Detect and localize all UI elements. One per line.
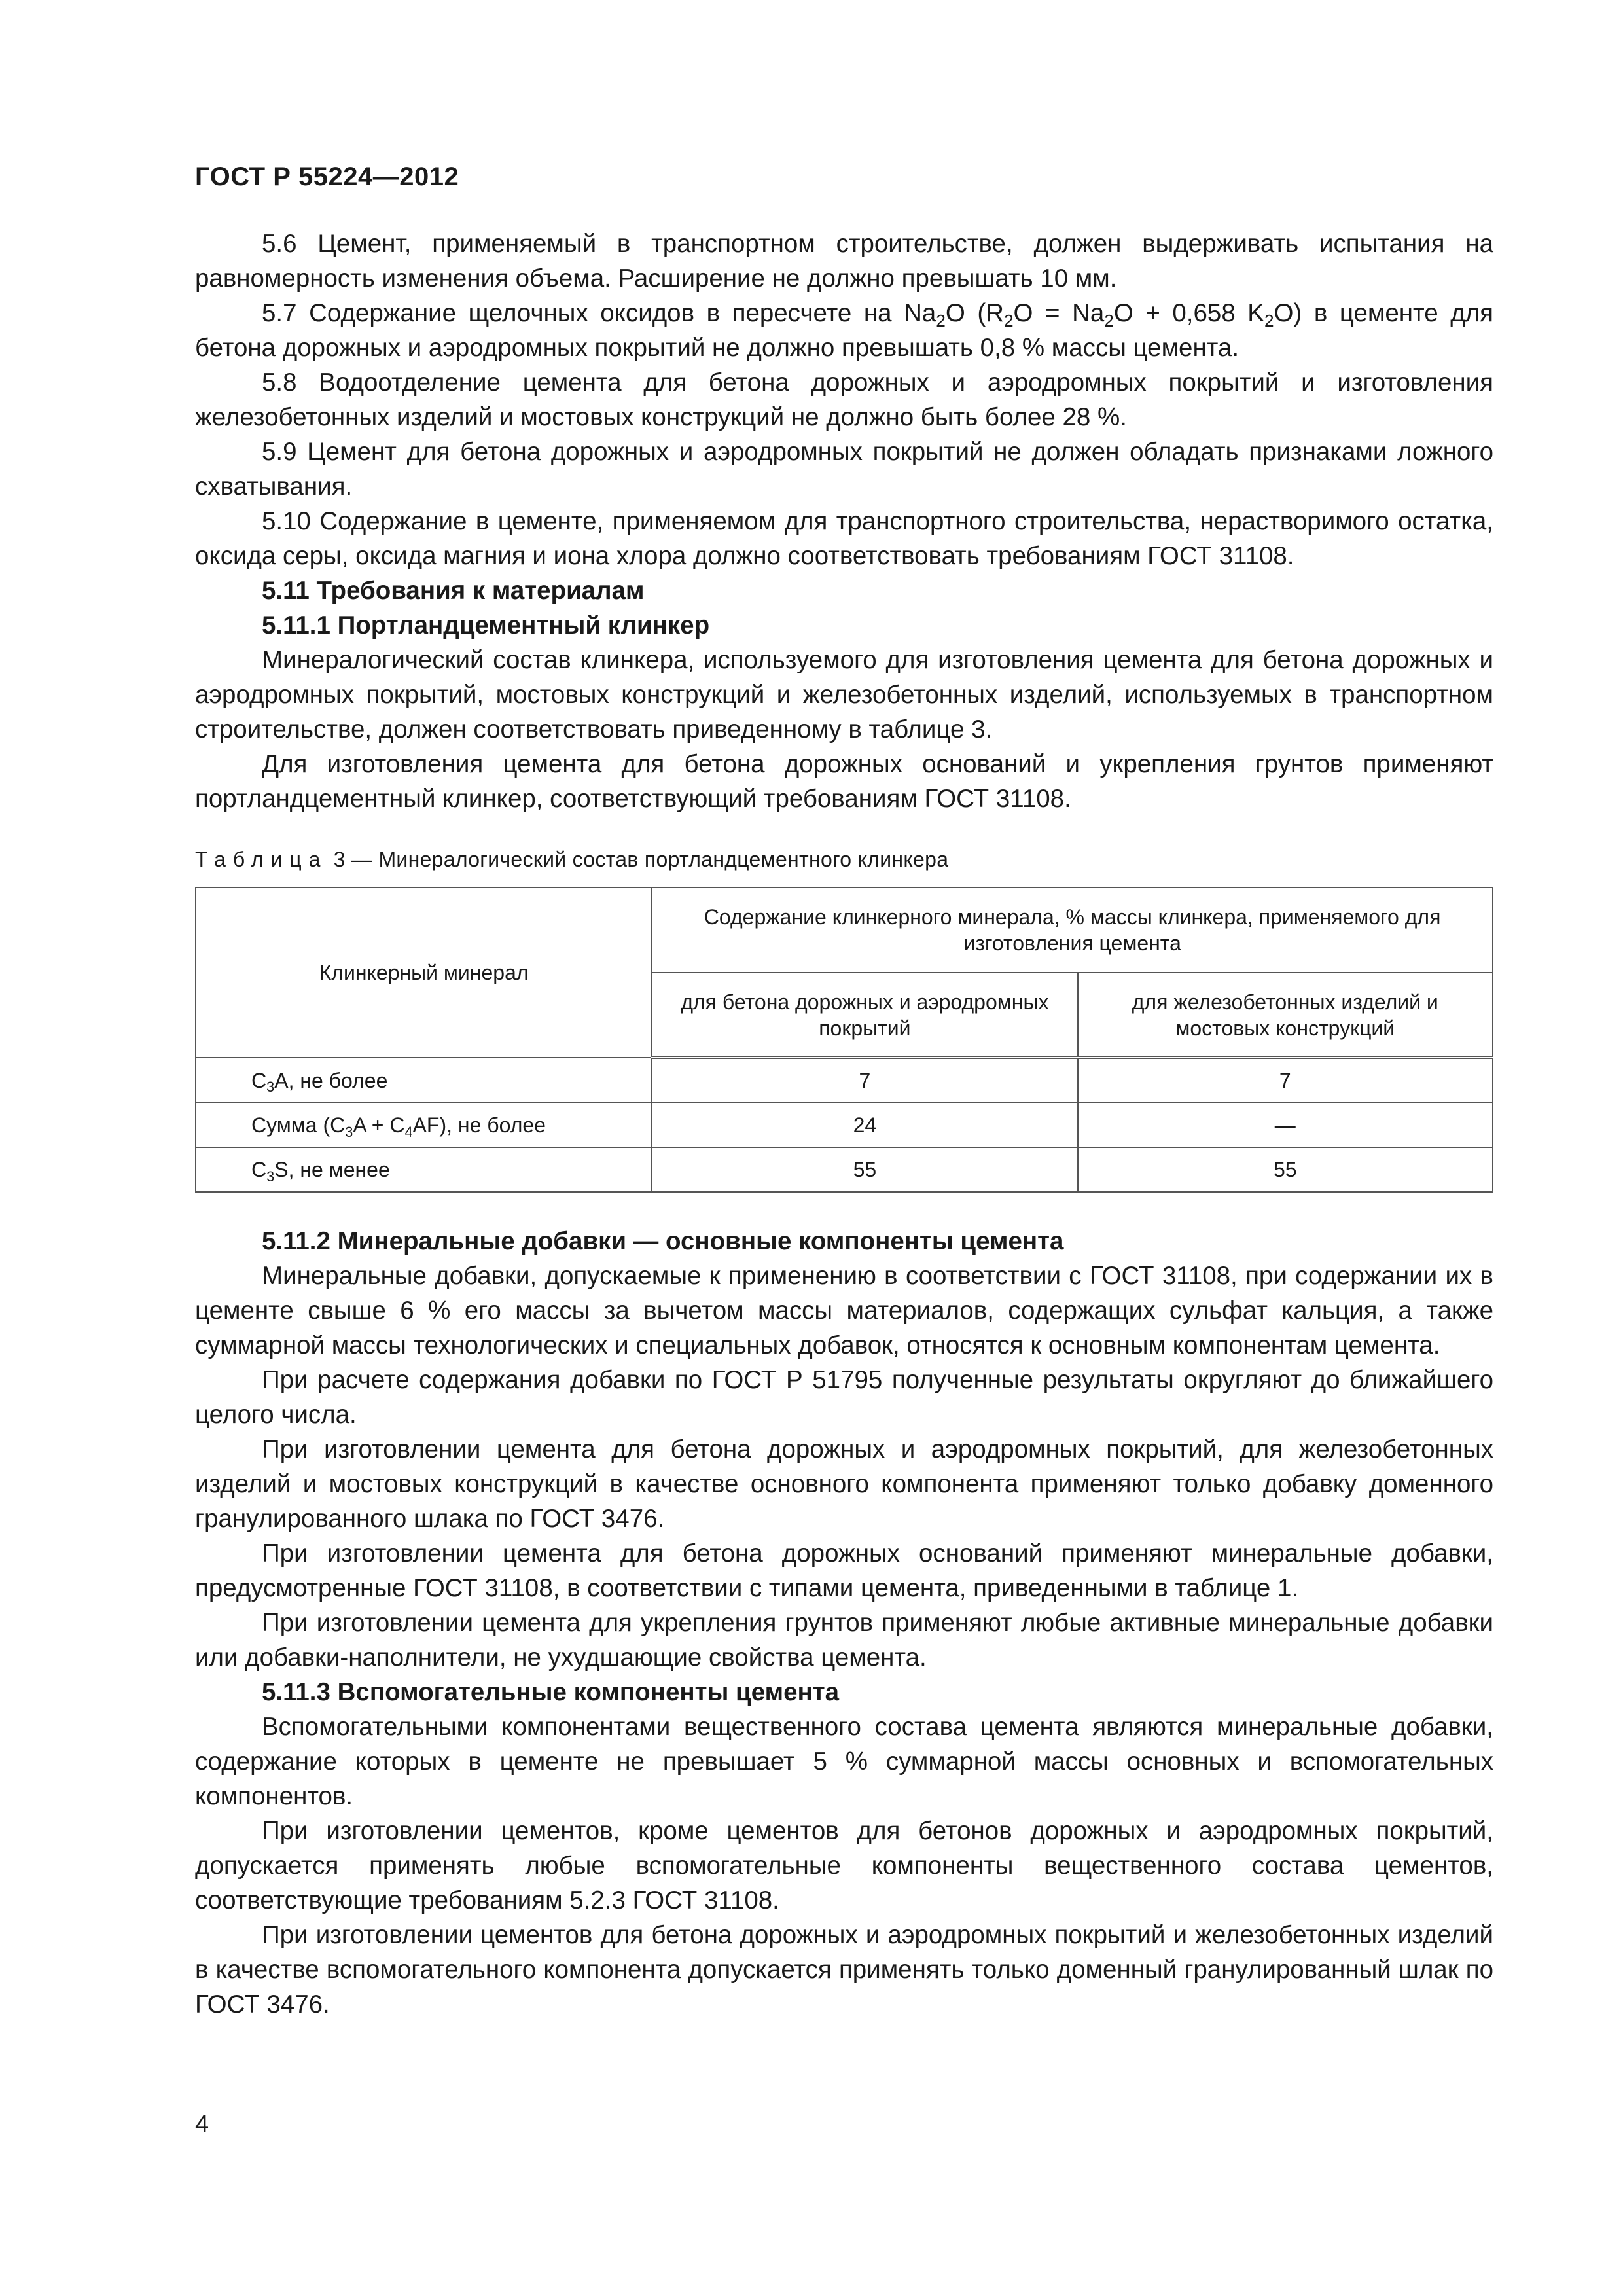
paragraph: 5.9 Цемент для бетона дорожных и аэродромных покрытий не должен обладать признаками ложного схватывания. <box>195 438 1493 501</box>
table-caption-number: 3 <box>333 848 346 871</box>
section-5-6-to-5-11-1 <box>195 226 1493 816</box>
section-heading: 5.11.3 Вспомогательные компоненты цемента <box>262 1678 840 1706</box>
cell-road: 55 <box>652 1147 1077 1192</box>
table-caption-text: — Минералогический состав портландцементного клинкера <box>351 848 949 871</box>
mineral-fragment: A, не более <box>274 1068 388 1092</box>
paragraph: Вспомогательными компонентами вещественного состава цемента являются минеральные добавки, содержание которых в цементе не превышает 5 % суммарной массы основных и вспомогательных компонентов. <box>195 1713 1493 1810</box>
table-caption <box>195 848 948 872</box>
subscript: 4 <box>404 1123 413 1140</box>
subscript: 2 <box>1003 310 1014 331</box>
document-header: ГОСТ Р 55224—2012 <box>195 162 459 191</box>
subscript: 2 <box>1104 310 1114 331</box>
subscript: 2 <box>1264 310 1274 331</box>
cell-bridge: 55 <box>1078 1147 1493 1192</box>
paragraph-fragment: O = Na <box>1013 299 1105 327</box>
paragraph: При изготовлении цементов, кроме цементов для бетонов дорожных и аэродромных покрытий, допускается применять любые вспомогательные компоненты вещественного состава цементов, соответствующие требованиям 5.2.3 ГОСТ 31108. <box>195 1817 1493 1914</box>
mineral-fragment: Сумма (C <box>251 1113 346 1137</box>
paragraph: При изготовлении цемента для бетона дорожных и аэродромных покрытий, для железобетонных изделий и мостовых конструкций в качестве основного компонента применяют только добавку доменного гранулированного шлака по ГОСТ 3476. <box>195 1435 1493 1533</box>
cell-mineral <box>196 1147 652 1192</box>
paragraph: 5.10 Содержание в цементе, применяемом для транспортного строительства, нерастворимого остатка, оксида серы, оксида магния и иона хлора должно соответствовать требованиям ГОСТ 31108. <box>195 507 1493 570</box>
paragraph: Для изготовления цемента для бетона дорожных оснований и укрепления грунтов применяют портландцементный клинкер, соответствующий требованиям ГОСТ 31108. <box>195 750 1493 813</box>
table-row <box>196 1058 1493 1103</box>
subscript: 2 <box>936 310 946 331</box>
table-body <box>196 1058 1493 1192</box>
table-header-bridge: для железобетонных изделий и мостовых конструкций <box>1078 973 1493 1058</box>
page-number: 4 <box>195 2111 209 2138</box>
paragraph: При расчете содержания добавки по ГОСТ Р 51795 полученные результаты округляют до ближайшего целого числа. <box>195 1366 1493 1429</box>
section-heading: 5.11 Требования к материалам <box>262 577 645 605</box>
cell-road: 7 <box>652 1058 1077 1103</box>
clinker-mineral-table <box>195 887 1493 1193</box>
mineral-fragment: S, не менее <box>274 1158 390 1181</box>
cell-mineral <box>196 1058 652 1103</box>
paragraph-fragment: 5.7 Содержание щелочных оксидов в пересчете на Na <box>262 299 936 327</box>
mineral-fragment: C <box>251 1158 267 1181</box>
cell-bridge: — <box>1078 1103 1493 1147</box>
table-header-mineral: Клинкерный минерал <box>196 888 652 1058</box>
section-5-11-2-to-5-11-3 <box>195 1224 1493 2022</box>
cell-mineral <box>196 1103 652 1147</box>
table-header-road: для бетона дорожных и аэродромных покрытий <box>652 973 1077 1058</box>
cell-road: 24 <box>652 1103 1077 1147</box>
paragraph: 5.8 Водоотделение цемента для бетона дорожных и аэродромных покрытий и изготовления железобетонных изделий и мостовых конструкций не должно быть более 28 %. <box>195 368 1493 431</box>
paragraph-fragment: O (R <box>945 299 1004 327</box>
paragraph: При изготовлении цемента для укрепления грунтов применяют любые активные минеральные добавки или добавки-наполнители, не ухудшающие свойства цемента. <box>195 1609 1493 1672</box>
mineral-fragment: AF), не более <box>412 1113 546 1137</box>
table-row <box>196 1103 1493 1147</box>
cell-bridge: 7 <box>1078 1058 1493 1103</box>
paragraph: При изготовлении цементов для бетона дорожных и аэродромных покрытий и железобетонных изделий в качестве вспомогательного компонента допускается применять только доменный гранулированный шлак по ГОСТ 3476. <box>195 1921 1493 2018</box>
table-caption-label: Таблица <box>195 848 328 871</box>
mineral-fragment: A + C <box>353 1113 405 1137</box>
subscript: 3 <box>266 1079 275 1096</box>
subscript: 3 <box>266 1168 275 1185</box>
section-heading: 5.11.2 Минеральные добавки — основные компоненты цемента <box>262 1227 1064 1255</box>
paragraph: При изготовлении цемента для бетона дорожных оснований применяют минеральные добавки, предусмотренные ГОСТ 31108, в соответствии с типами цемента, приведенными в таблице 1. <box>195 1539 1493 1602</box>
paragraph-fragment: O + 0,658 K <box>1113 299 1264 327</box>
section-heading: 5.11.1 Портландцементный клинкер <box>262 611 710 639</box>
mineral-fragment: C <box>251 1068 267 1092</box>
paragraph-fragment: O) в цементе для бетона дорожных и аэродромных покрытий не должно превышать 0,8 % массы цемента. <box>195 299 1493 362</box>
table-header-content: Содержание клинкерного минерала, % массы клинкера, применяемого для изготовления цемента <box>652 888 1493 973</box>
subscript: 3 <box>345 1123 353 1140</box>
paragraph <box>195 296 1493 365</box>
paragraph: Минеральные добавки, допускаемые к применению в соответствии с ГОСТ 31108, при содержании их в цементе свыше 6 % его массы за вычетом массы материалов, содержащих сульфат кальция, а также суммарной массы технологических и специальных добавок, относятся к основным компонентам цемента. <box>195 1262 1493 1359</box>
paragraph: 5.6 Цемент, применяемый в транспортном строительстве, должен выдерживать испытания на равномерность изменения объема. Расширение не должно превышать 10 мм. <box>195 230 1493 293</box>
paragraph: Минералогический состав клинкера, используемого для изготовления цемента для бетона дорожных и аэродромных покрытий, мостовых конструкций и железобетонных изделий, используемых в транспортном строительстве, должен соответствовать приведенному в таблице 3. <box>195 646 1493 744</box>
table-row <box>196 1147 1493 1192</box>
